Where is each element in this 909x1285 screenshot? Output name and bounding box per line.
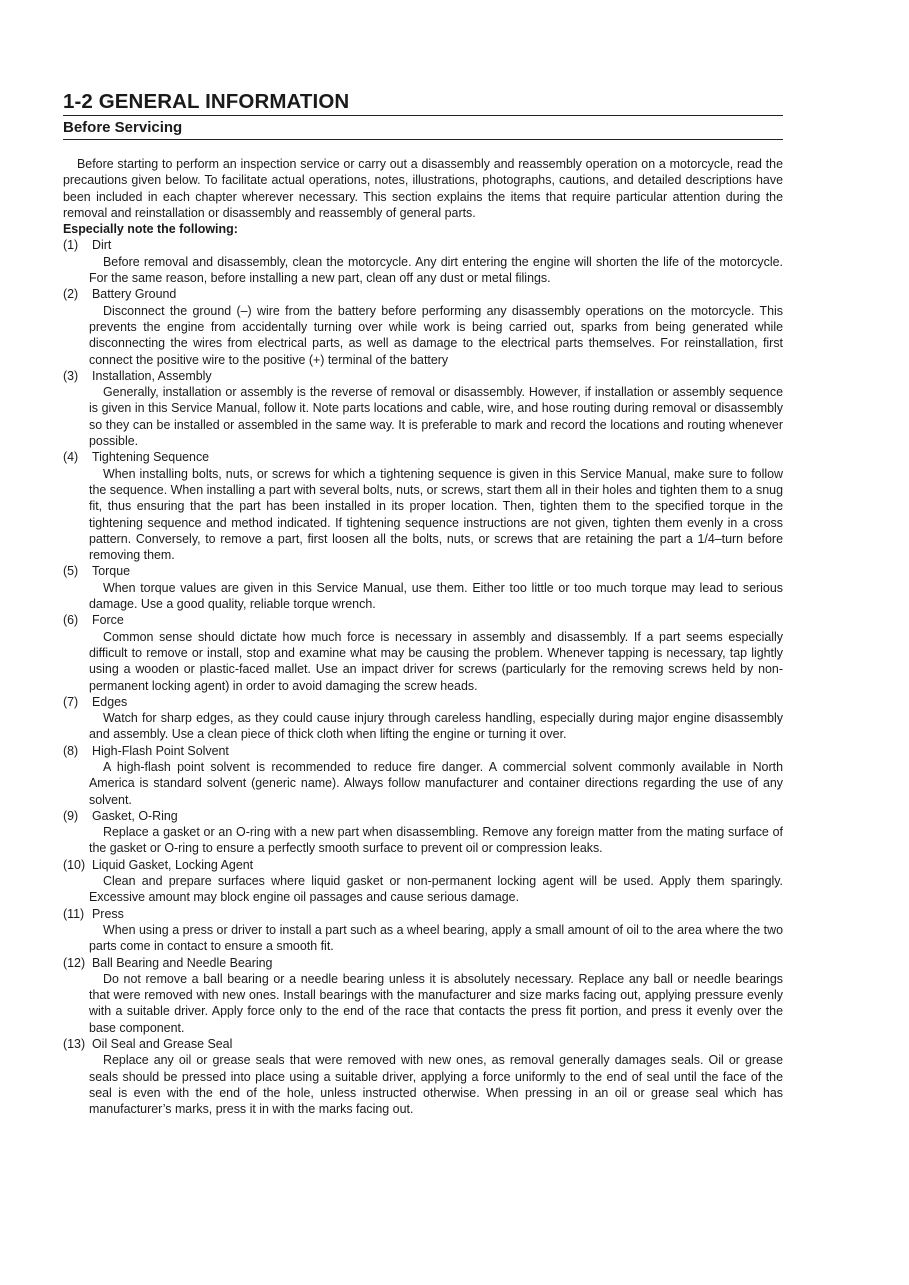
item-title: Installation, Assembly xyxy=(92,368,212,383)
item-title: Gasket, O-Ring xyxy=(92,808,178,823)
item-number: (10) xyxy=(63,857,86,872)
list-item xyxy=(63,449,783,563)
item-title: Force xyxy=(92,613,124,628)
item-body: Watch for sharp edges, as they could cause injury through careless handling, especially during major engine disassembly and assembly. Use a clean piece of thick cloth when lifting the engine or turning it over. xyxy=(89,711,783,742)
item-heading xyxy=(63,694,783,710)
item-body: Replace any oil or grease seals that were removed with new ones, as removal generally damages seals. Oil or grease seals should be pressed into place using a suitable driver, applying a force uniformly to the end of seal until the face of the seal is even with the end of the hole, unless instructed otherwise. When pressing in an oil or grease seal which has manufacturer’s marks, press it in with the marks facing out. xyxy=(89,1053,783,1117)
list-item xyxy=(63,286,783,367)
item-title: High-Flash Point Solvent xyxy=(92,743,229,758)
item-title: Edges xyxy=(92,694,128,709)
section-title: Before Servicing xyxy=(63,119,183,136)
list-item xyxy=(63,694,783,743)
item-number: (13) xyxy=(63,1037,86,1052)
list-item xyxy=(63,612,783,693)
item-title: Press xyxy=(92,906,124,921)
item-number: (6) xyxy=(63,613,79,628)
list-item xyxy=(63,237,783,286)
item-number: (4) xyxy=(63,450,79,465)
list-item xyxy=(63,563,783,612)
section-rule xyxy=(63,139,783,140)
item-body: When torque values are given in this Service Manual, use them. Either too little or too much torque may lead to serious damage. Use a good quality, reliable torque wrench. xyxy=(89,580,783,612)
item-title: Battery Ground xyxy=(92,287,177,302)
item-number: (5) xyxy=(63,564,79,579)
item-heading xyxy=(63,1036,783,1052)
item-heading xyxy=(63,743,783,759)
list-item xyxy=(63,955,783,1036)
item-body: Disconnect the ground (–) wire from the battery before performing any disassembly operations on the motorcycle. This prevents the engine from accidentally turning over while work is being carried out, sparks from being generated while disconnecting the wires from electrical parts, as well as damage to the electrical parts themselves. For reinstallation, first connect the positive wire to the positive (+) terminal of the battery xyxy=(89,303,783,367)
item-heading xyxy=(63,612,783,628)
intro-paragraph: Before starting to perform an inspection service or carry out a disassembly and reassembly operation on a motorcycle, read the precautions given below. To facilitate actual operations, notes, illustrations, photographs, cautions, and detailed descriptions have been included in each chapter wherever necessary. This section explains the items that require particular attention during the removal and reinstallation or disassembly and reassembly of general parts. xyxy=(63,157,783,220)
item-heading xyxy=(63,286,783,302)
item-heading xyxy=(63,368,783,384)
list-item xyxy=(63,808,783,857)
list-item xyxy=(63,857,783,906)
item-heading xyxy=(63,808,783,824)
item-number: (2) xyxy=(63,287,79,302)
list-item xyxy=(63,743,783,808)
list-item xyxy=(63,1036,783,1117)
item-number: (12) xyxy=(63,955,86,970)
item-body: Before removal and disassembly, clean the motorcycle. Any dirt entering the engine will shorten the life of the motorcycle. For the same reason, before installing a new part, clean off any dust or metal filings. xyxy=(89,254,783,286)
manual-page xyxy=(63,90,783,1118)
title-rule xyxy=(63,115,783,116)
body-content xyxy=(63,156,783,1118)
item-title: Dirt xyxy=(92,238,112,253)
item-body: Clean and prepare surfaces where liquid gasket or non-permanent locking agent will be used. Apply them sparingly. Excessive amount may block engine oil passages and cause serious damage. xyxy=(89,874,783,905)
precautions-list xyxy=(63,237,783,1117)
item-heading xyxy=(63,449,783,465)
item-heading xyxy=(63,237,783,253)
item-body: Do not remove a ball bearing or a needle bearing unless it is absolutely necessary. Replace any ball or needle bearings that were removed with new ones. Install bearings with the manufacturer and size marks facing out, applying pressure evenly with a suitable driver. Apply force only to the end of the race that contacts the press fit portion, and press it evenly over the base component. xyxy=(89,971,783,1035)
item-body: When installing bolts, nuts, or screws for which a tightening sequence is given in this Service Manual, make sure to follow the sequence. When installing a part with several bolts, nuts, or screws, start them all in their holes and tighten them to a snug fit, thus ensuring that the part has been installed in its proper location. Then, tighten them to the specified torque in the tightening sequence and method indicated. If tightening sequence instructions are not given, tighten them evenly in a cross pattern. Conversely, to remove a part, first loosen all the bolts, nuts, or screws that are retaining the part a 1/4–turn before removing them. xyxy=(89,466,783,563)
item-body: Replace a gasket or an O-ring with a new part when disassembling. Remove any foreign matter from the mating surface of the gasket or O-ring to ensure a perfectly smooth surface to prevent oil or compression leaks. xyxy=(89,825,783,856)
item-title: Liquid Gasket, Locking Agent xyxy=(92,857,254,872)
item-title: Ball Bearing and Needle Bearing xyxy=(92,955,273,970)
list-item xyxy=(63,906,783,955)
item-body: Generally, installation or assembly is the reverse of removal or disassembly. However, if installation or assembly sequence is given in this Service Manual, follow it. Note parts locations and cable, wire, and hose routing during removal or disassembly so they can be installed or assembled in the same way. It is preferable to mark and record the locations and routing whenever possible. xyxy=(89,385,783,449)
item-body: When using a press or driver to install a part such as a wheel bearing, apply a small amount of oil to the area where the two parts come in contact to ensure a smooth fit. xyxy=(89,922,783,954)
item-title: Torque xyxy=(92,564,131,579)
item-body: A high-flash point solvent is recommended to reduce fire danger. A commercial solvent commonly available in North America is standard solvent (generic name). Always follow manufacturer and container directions regarding the use of any solvent. xyxy=(89,759,783,807)
item-body: Common sense should dictate how much force is necessary in assembly and disassembly. If a part seems especially difficult to remove or install, stop and examine what may be causing the problem. Whenever tapping is necessary, tap lightly using a wooden or plastic-faced mallet. Use an impact driver for screws (particularly for the removing screws held by non-permanent locking agent) in order to avoid damaging the screw heads. xyxy=(89,629,783,693)
item-number: (3) xyxy=(63,368,79,383)
item-number: (1) xyxy=(63,238,79,253)
item-heading xyxy=(63,955,783,971)
item-title: Oil Seal and Grease Seal xyxy=(92,1037,233,1052)
chapter-title: 1-2 GENERAL INFORMATION xyxy=(63,90,350,113)
item-heading xyxy=(63,906,783,922)
list-item xyxy=(63,368,783,449)
item-number: (8) xyxy=(63,743,79,758)
item-heading xyxy=(63,563,783,579)
item-number: (7) xyxy=(63,694,79,709)
item-heading xyxy=(63,857,783,873)
item-title: Tightening Sequence xyxy=(92,450,210,465)
emphasis-note: Especially note the following: xyxy=(63,222,238,237)
item-number: (9) xyxy=(63,808,79,823)
item-number: (11) xyxy=(63,906,85,921)
